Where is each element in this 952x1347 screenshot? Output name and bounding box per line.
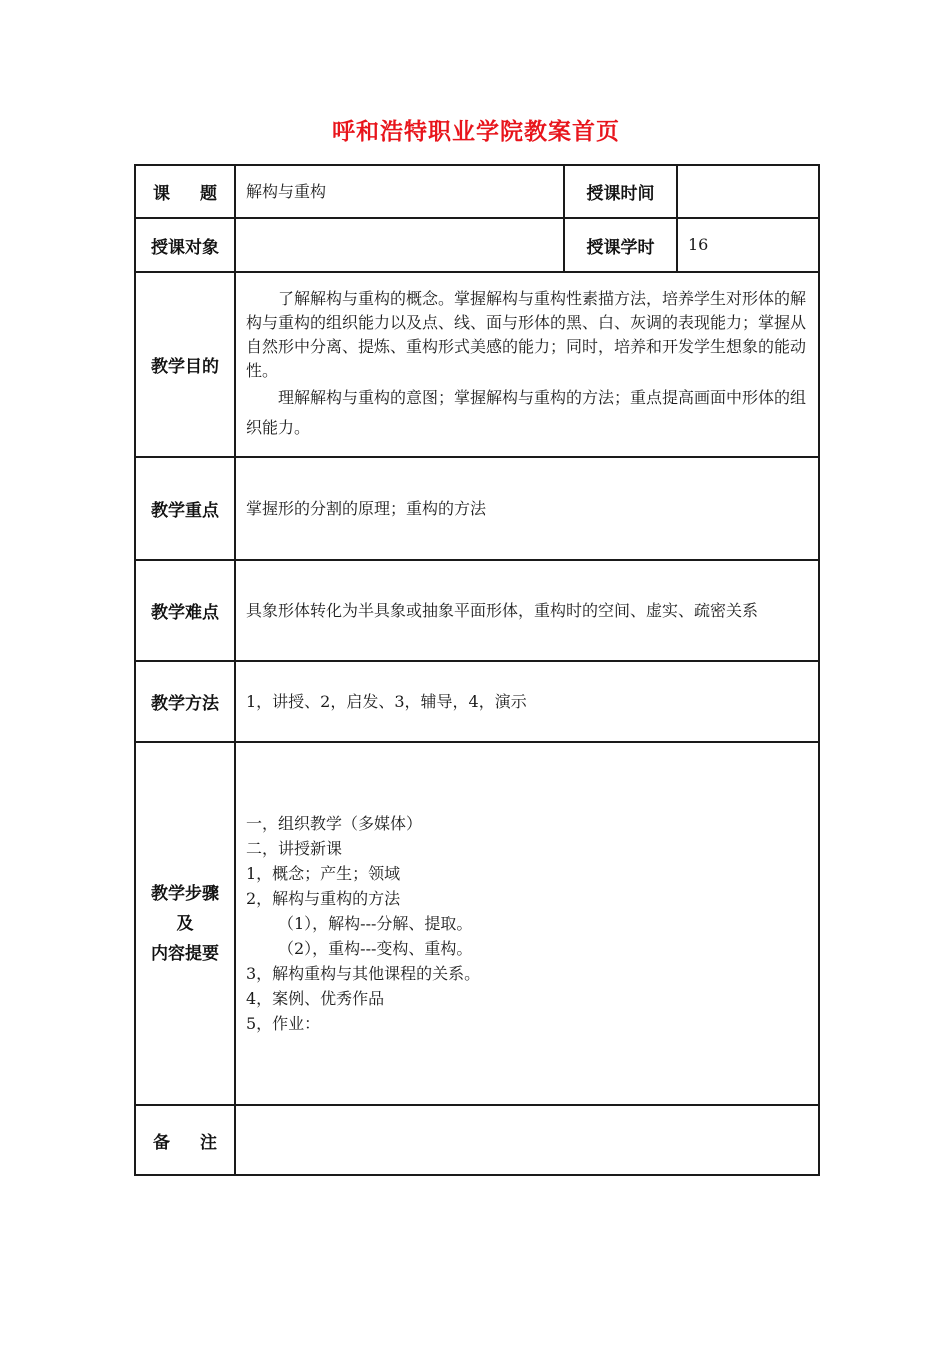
label-key-points: 教学重点 [135, 457, 235, 560]
value-objective [235, 272, 819, 457]
value-time [677, 165, 819, 218]
objective-paragraph-1: 了解解构与重构的概念。掌握解构与重构性素描方法，培养学生对形体的解构与重构的组织能力以及点、线、面与形体的黑、白、灰调的表现能力；掌握从自然形中分离、提炼、重构形式美感的能力；同时，培养和开发学生想象的能动性。 [246, 288, 807, 380]
row-key-points [135, 457, 819, 560]
value-key-points: 掌握形的分割的原理；重构的方法 [235, 457, 819, 560]
step-item: 二，讲授新课 [246, 839, 343, 858]
label-remarks: 备 注 [135, 1105, 235, 1175]
label-course: 课 题 [135, 165, 235, 218]
steps-list [246, 811, 810, 1036]
value-audience [235, 218, 564, 272]
row-difficulties [135, 560, 819, 661]
step-item: （1），解构---分解、提取。 [278, 914, 473, 933]
label-steps: 教学步骤 及 内容提要 [135, 742, 235, 1105]
step-item: 1，概念；产生；领域 [246, 864, 401, 883]
row-course [135, 165, 819, 218]
value-methods: 1，讲授、2，启发、3，辅导，4，演示 [235, 661, 819, 742]
value-course: 解构与重构 [235, 165, 564, 218]
lesson-plan-table [134, 164, 820, 1176]
value-hours: 16 [677, 218, 819, 272]
step-item: 一，组织教学（多媒体） [246, 814, 423, 833]
objective-paragraph-2: 理解解构与重构的意图；掌握解构与重构的方法；重点提高画面中形体的组织能力。 [246, 387, 807, 437]
label-methods: 教学方法 [135, 661, 235, 742]
row-methods [135, 661, 819, 742]
step-item: 3，解构重构与其他课程的关系。 [246, 964, 481, 983]
label-audience: 授课对象 [135, 218, 235, 272]
page-title: 呼和浩特职业学院教案首页 [332, 118, 620, 145]
label-time: 授课时间 [564, 165, 677, 218]
value-difficulties: 具象形体转化为半具象或抽象平面形体，重构时的空间、虚实、疏密关系 [235, 560, 819, 661]
step-item: （2），重构---变构、重构。 [278, 939, 473, 958]
label-difficulties: 教学难点 [135, 560, 235, 661]
step-item: 5，作业： [246, 1014, 321, 1033]
step-item: 2，解构与重构的方法 [246, 889, 401, 908]
row-objective [135, 272, 819, 457]
value-remarks [235, 1105, 819, 1175]
row-audience [135, 218, 819, 272]
value-steps [235, 742, 819, 1105]
label-objective: 教学目的 [135, 272, 235, 457]
step-item: 4，案例、优秀作品 [246, 989, 385, 1008]
row-steps [135, 742, 819, 1105]
row-remarks [135, 1105, 819, 1175]
label-hours: 授课学时 [564, 218, 677, 272]
